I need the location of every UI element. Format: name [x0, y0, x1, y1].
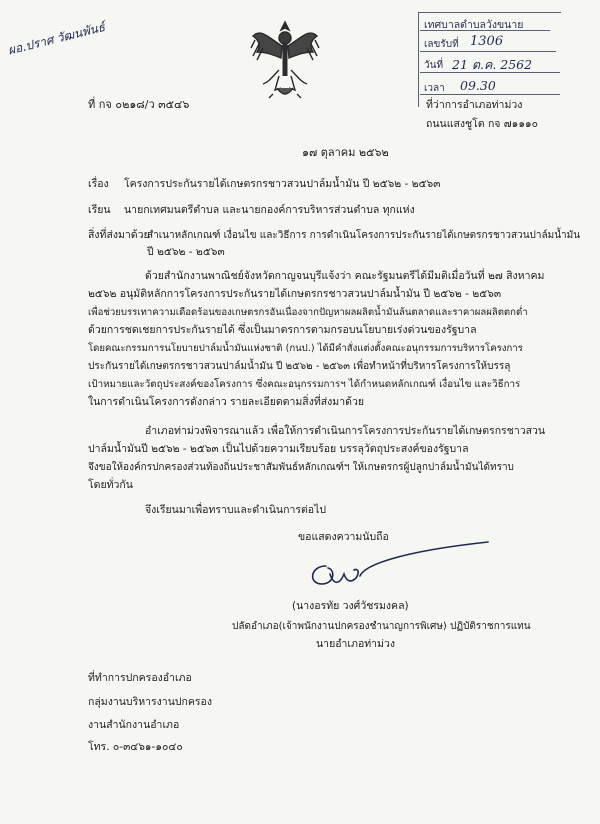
stamp-date-value: 21 ต.ค. 2562 — [452, 57, 533, 72]
para2-line: จึงขอให้องค์กรปกครองส่วนท้องถิ่นประชาสัมพันธ์หลักเกณฑ์ฯ ให้เกษตรกรผู้ปลูกปาล์มน้ำมันได้ทราบ — [88, 462, 514, 473]
para1-line: เป้าหมายและวัตถุประสงค์ของโครงการ ซึ่งคณะอนุกรรมการฯ ได้กำหนดหลักเกณฑ์ เงื่อนไข และวิธีการ — [88, 379, 521, 390]
para1-line: ประกันรายได้เกษตรกรชาวสวนปาล์มน้ำมัน ปี ๒๕๖๒ - ๒๕๖๓ เพื่อทำหน้าที่บริหารโครงการให้บรรลุ — [88, 361, 511, 372]
stamp-time-value: 09.30 — [460, 78, 496, 93]
para1-line: ด้วยสำนักงานพาณิชย์จังหวัดกาญจนบุรีแจ้งว่า คณะรัฐมนตรีได้มีมติเมื่อวันที่ ๒๗ สิงหาคม — [145, 270, 545, 282]
sender-address: ถนนแสงชูโต กจ ๗๑๑๑๐ — [426, 118, 539, 130]
para1-line: ด้วยการชดเชยการประกันรายได้ ซึ่งเป็นมาตรการตามกรอบนโยบายเร่งด่วนของรัฐบาล — [88, 324, 477, 336]
para2-line: อำเภอท่าม่วงพิจารณาแล้ว เพื่อให้การดำเนินการโครงการประกันรายได้เกษตรกรชาวสวน — [145, 425, 546, 437]
signer-title-1: ปลัดอำเภอ(เจ้าพนักงานปกครองชำนาญการพิเศษ) ปฏิบัติราชการแทน — [232, 621, 531, 632]
para2-line: โดยทั่วกัน — [88, 479, 133, 491]
sender-office: ที่ว่าการอำเภอท่าม่วง — [426, 99, 523, 111]
attach-line-1: สำเนาหลักเกณฑ์ เงื่อนไข และวิธีการ การดำเนินโครงการประกันรายได้เกษตรกรชาวสวนปาล์มน้ำมัน — [147, 230, 581, 241]
signature-icon — [300, 540, 500, 596]
garuda-emblem-icon — [249, 18, 321, 102]
stamp-time-label: เวลา — [424, 83, 445, 94]
signer-name: (นางอรทัย วงศ์วัชรมงคล) — [292, 600, 409, 612]
stamp-date-label: วันที่ — [424, 60, 444, 71]
stamp-receipt-label: เลขรับที่ — [424, 39, 459, 50]
footer-office: ที่ทำการปกครองอำเภอ — [88, 672, 192, 684]
letter-date: ๑๗ ตุลาคม ๒๕๖๒ — [302, 146, 389, 159]
to-text: นายกเทศมนตรีตำบล และนายกองค์การบริหารส่วนตำบล ทุกแห่ง — [124, 204, 415, 216]
para1-line: ในการดำเนินโครงการดังกล่าว รายละเอียดตามสิ่งที่ส่งมาด้วย — [88, 396, 364, 408]
doc-number: ที่ กจ ๐๒๑๘/ว ๓๕๔๖ — [88, 98, 190, 111]
attach-line-2: ปี ๒๕๖๒ - ๒๕๖๓ — [147, 246, 225, 258]
footer-phone: โทร. ๐-๓๔๖๑-๑๐๔๐ — [88, 741, 183, 753]
to-label: เรียน — [88, 204, 111, 216]
footer-group: กลุ่มงานบริหารงานปกครอง — [88, 696, 212, 708]
subject-text: โครงการประกันรายได้เกษตรกรชาวสวนปาล์มน้ำมัน ปี ๒๕๖๒ - ๒๕๖๓ — [124, 178, 441, 190]
subject-label: เรื่อง — [88, 178, 109, 190]
closing: ขอแสดงความนับถือ — [298, 531, 389, 543]
para1-line: โดยคณะกรรมการนโยบายปาล์มน้ำมันแห่งชาติ (กนป.) ได้มีคำสั่งแต่งตั้งคณะอนุกรรมการบริหารโครงการ — [88, 343, 523, 354]
handwritten-note: ผอ.ปราศ วัฒนพันธ์ — [6, 19, 107, 58]
para3: จึงเรียนมาเพื่อทราบและดำเนินการต่อไป — [145, 504, 327, 516]
para1-line: ๒๕๖๒ อนุมัติหลักการโครงการประกันรายได้เกษตรกรชาวสวนปาล์มน้ำมัน ปี ๒๕๖๒ - ๒๕๖๓ — [88, 288, 501, 300]
para2-line: ปาล์มน้ำมันปี ๒๕๖๒ - ๒๕๖๓ เป็นไปด้วยความเรียบร้อย บรรลุวัตถุประสงค์ของรัฐบาล — [88, 443, 469, 455]
footer-section: งานสำนักงานอำเภอ — [88, 719, 180, 731]
attach-label: สิ่งที่ส่งมาด้วย — [88, 229, 150, 241]
stamp-receipt-no: 1306 — [470, 34, 504, 49]
signer-title-2: นายอำเภอท่าม่วง — [316, 638, 396, 650]
stamp-org: เทศบาลตำบลวังขนาย — [424, 19, 524, 31]
para1-line: เพื่อช่วยบรรเทาความเดือดร้อนของเกษตรกรอันเนื่องจากปัญหาผลผลิตน้ำมันล้นตลาดและราคาผลผลิตตกต่ำ — [88, 307, 528, 318]
